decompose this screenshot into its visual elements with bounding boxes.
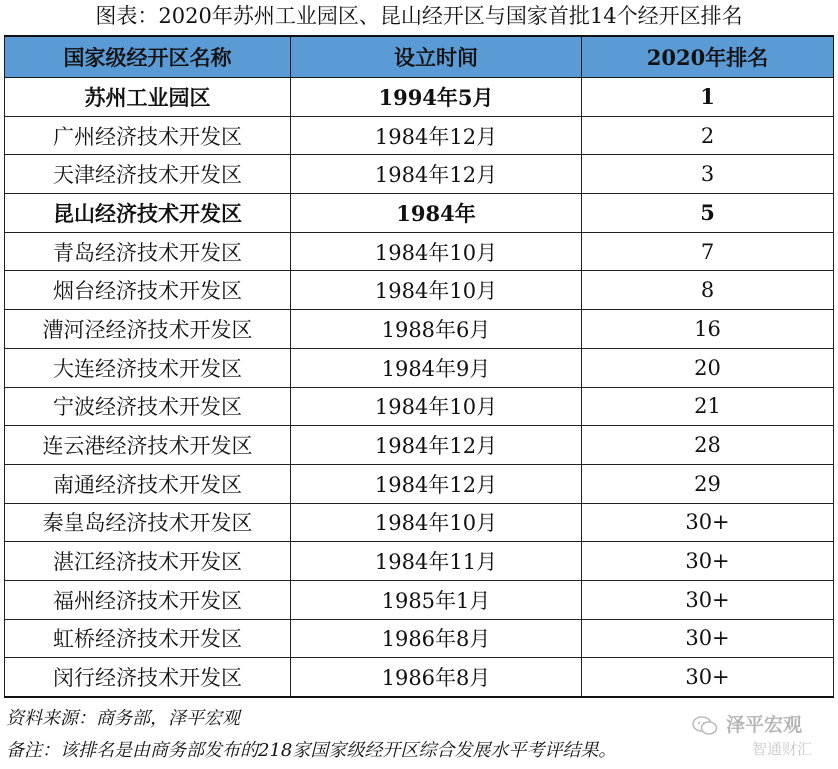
- table-row: [5, 310, 834, 349]
- cell-zone-name: 虹桥经济技术开发区: [5, 619, 291, 658]
- cell-rank: 30+: [582, 542, 834, 581]
- table-row: [5, 116, 834, 155]
- cell-established: 1986年8月: [291, 658, 582, 697]
- table-row: [5, 658, 834, 697]
- ranking-table: [4, 35, 834, 698]
- cell-established: 1984年: [291, 194, 582, 233]
- table-row: [5, 542, 834, 581]
- cell-rank: 7: [582, 232, 834, 271]
- cell-rank: 21: [582, 387, 834, 426]
- cell-zone-name: 秦皇岛经济技术开发区: [5, 503, 291, 542]
- watermark-text: 泽平宏观: [726, 714, 803, 736]
- cell-established: 1984年10月: [291, 503, 582, 542]
- cell-established: 1984年11月: [291, 542, 582, 581]
- cell-established: 1984年10月: [291, 271, 582, 310]
- cell-zone-name: 昆山经济技术开发区: [5, 194, 291, 233]
- cell-rank: 30+: [582, 658, 834, 697]
- cell-zone-name: 湛江经济技术开发区: [5, 542, 291, 581]
- watermark: [692, 708, 822, 764]
- cell-established: 1984年9月: [291, 348, 582, 387]
- cell-zone-name: 宁波经济技术开发区: [5, 387, 291, 426]
- cell-zone-name: 南通经济技术开发区: [5, 464, 291, 503]
- table-row: [5, 503, 834, 542]
- header-rank-2020: 2020年排名: [582, 36, 834, 78]
- cell-zone-name: 大连经济技术开发区: [5, 348, 291, 387]
- table-row: [5, 155, 834, 194]
- table-row: [5, 387, 834, 426]
- cell-zone-name: 天津经济技术开发区: [5, 155, 291, 194]
- cell-zone-name: 广州经济技术开发区: [5, 116, 291, 155]
- cell-rank: 1: [582, 78, 834, 117]
- table-row: [5, 619, 834, 658]
- cell-established: 1984年10月: [291, 232, 582, 271]
- cell-established: 1985年1月: [291, 580, 582, 619]
- table-row: [5, 464, 834, 503]
- cell-established: 1984年12月: [291, 426, 582, 465]
- cell-zone-name: 烟台经济技术开发区: [5, 271, 291, 310]
- table-row: [5, 348, 834, 387]
- cell-rank: 29: [582, 464, 834, 503]
- cell-zone-name: 福州经济技术开发区: [5, 580, 291, 619]
- cell-rank: 8: [582, 271, 834, 310]
- cell-zone-name: 苏州工业园区: [5, 78, 291, 117]
- cell-established: 1984年12月: [291, 155, 582, 194]
- header-zone-name: 国家级经开区名称: [5, 36, 291, 78]
- source-note: 资料来源：商务部，泽平宏观: [6, 708, 240, 729]
- cell-rank: 3: [582, 155, 834, 194]
- table-row: [5, 232, 834, 271]
- cell-rank: 30+: [582, 580, 834, 619]
- table-row: [5, 580, 834, 619]
- cell-rank: 28: [582, 426, 834, 465]
- header-established: 设立时间: [291, 36, 582, 78]
- cell-zone-name: 闵行经济技术开发区: [5, 658, 291, 697]
- cell-zone-name: 漕河泾经济技术开发区: [5, 310, 291, 349]
- table-header-row: [5, 36, 834, 78]
- cell-established: 1984年12月: [291, 464, 582, 503]
- cell-rank: 2: [582, 116, 834, 155]
- cell-established: 1984年12月: [291, 116, 582, 155]
- wechat-icon: [692, 716, 718, 736]
- remark-note: 备注：该排名是由商务部发布的218家国家级经开区综合发展水平考评结果。: [6, 740, 617, 761]
- cell-established: 1994年5月: [291, 78, 582, 117]
- cell-rank: 5: [582, 194, 834, 233]
- figure-title: 图表：2020年苏州工业园区、昆山经开区与国家首批14个经开区排名: [95, 4, 743, 28]
- table-row: [5, 426, 834, 465]
- table-row: [5, 271, 834, 310]
- cell-zone-name: 青岛经济技术开发区: [5, 232, 291, 271]
- table-body: [5, 78, 834, 698]
- cell-rank: 30+: [582, 503, 834, 542]
- table-row: [5, 78, 834, 117]
- table-row: [5, 194, 834, 233]
- cell-zone-name: 连云港经济技术开发区: [5, 426, 291, 465]
- cell-rank: 30+: [582, 619, 834, 658]
- cell-rank: 16: [582, 310, 834, 349]
- watermark-subtext: 智通财汇: [752, 740, 813, 758]
- cell-established: 1988年6月: [291, 310, 582, 349]
- cell-established: 1986年8月: [291, 619, 582, 658]
- cell-rank: 20: [582, 348, 834, 387]
- cell-established: 1984年10月: [291, 387, 582, 426]
